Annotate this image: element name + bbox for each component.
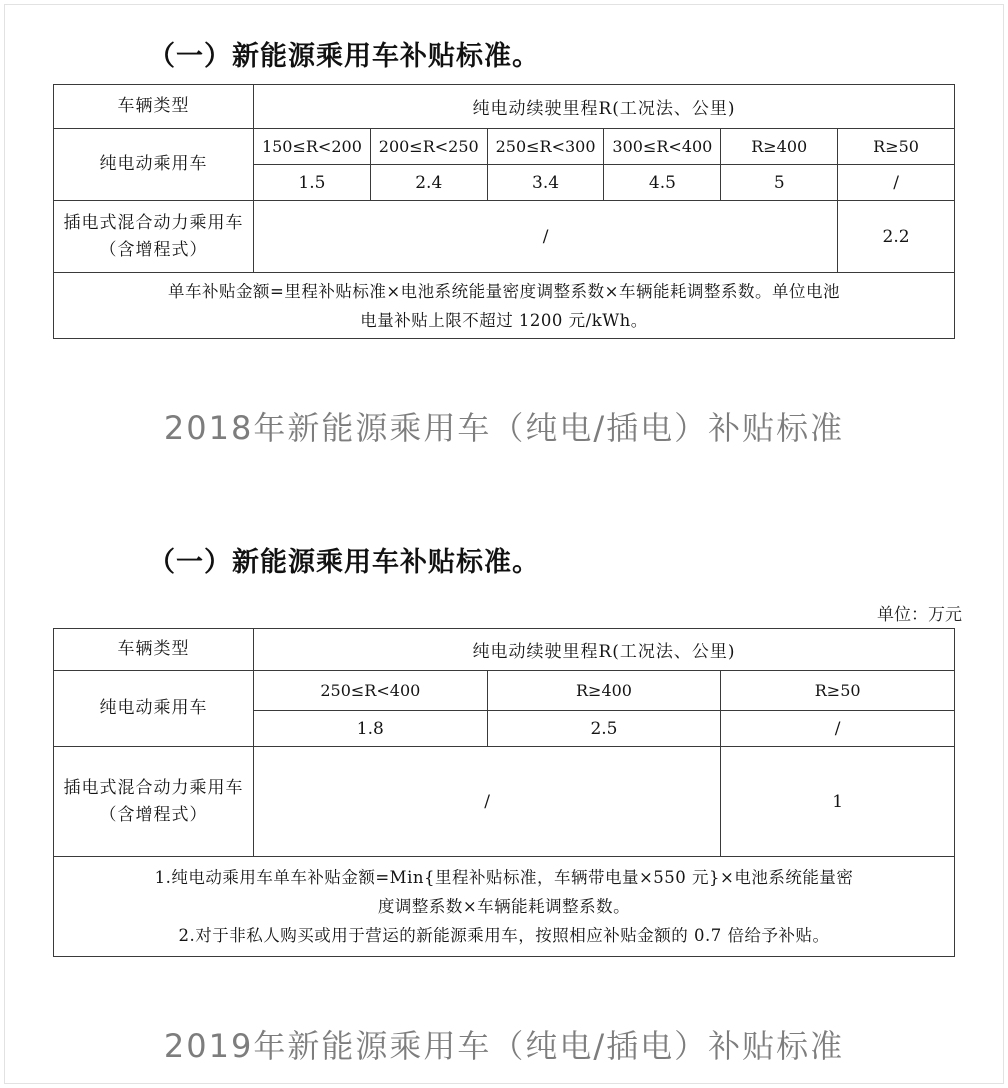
bev-value-1: 1.8 bbox=[254, 711, 488, 747]
note-line: 单车补贴金额=里程补贴标准×电池系统能量密度调整系数×车辆能耗调整系数。单位电池 bbox=[168, 281, 840, 301]
note-line: 2.对于非私人购买或用于营运的新能源乘用车，按照相应补贴金额的 0.7 倍给予补贴。 bbox=[178, 926, 830, 945]
phev-merged-value: / bbox=[254, 201, 838, 273]
note-line: 度调整系数×车辆能耗调整系数。 bbox=[377, 897, 631, 916]
bev-value-4: 4.5 bbox=[604, 165, 721, 201]
section-2019 bbox=[0, 500, 1008, 1067]
table-row bbox=[54, 857, 955, 957]
range-cell-2: R≥400 bbox=[487, 671, 721, 711]
note-line: 1.纯电动乘用车单车补贴金额=Min{里程补贴标准，车辆带电量×550 元}×电池系统能量密 bbox=[154, 868, 854, 887]
caption-2018: 2018年新能源乘用车（纯电/插电）补贴标准 bbox=[163, 409, 845, 447]
caption-2019: 2019年新能源乘用车（纯电/插电）补贴标准 bbox=[163, 1027, 845, 1065]
bev-value-6: / bbox=[838, 165, 955, 201]
bev-value-1: 1.5 bbox=[254, 165, 371, 201]
range-cell-1: 150≤R<200 bbox=[254, 129, 371, 165]
table-row bbox=[54, 629, 955, 671]
table-note-2019 bbox=[54, 857, 955, 957]
header-vehicle-type: 车辆类型 bbox=[54, 85, 254, 129]
table-row bbox=[54, 85, 955, 129]
table-row bbox=[54, 201, 955, 273]
bev-value-5: 5 bbox=[721, 165, 838, 201]
bev-value-2: 2.5 bbox=[487, 711, 721, 747]
table-row bbox=[54, 747, 955, 857]
phev-merged-value: / bbox=[254, 747, 721, 857]
range-cell-1: 250≤R<400 bbox=[254, 671, 488, 711]
table-row bbox=[54, 671, 955, 711]
note-line: 电量补贴上限不超过 1200 元/kWh。 bbox=[360, 310, 648, 330]
range-cell-3: 250≤R<300 bbox=[487, 129, 604, 165]
row-label-phev: 插电式混合动力乘用车（含增程式） bbox=[54, 201, 254, 273]
table-note-2018 bbox=[54, 273, 955, 339]
range-cell-3: R≥50 bbox=[721, 671, 955, 711]
phev-last-value: 1 bbox=[721, 747, 955, 857]
range-cell-6: R≥50 bbox=[838, 129, 955, 165]
section-heading-2019: （一）新能源乘用车补贴标准。 bbox=[148, 547, 540, 578]
row-label-bev: 纯电动乘用车 bbox=[54, 129, 254, 201]
row-label-phev: 插电式混合动力乘用车（含增程式） bbox=[54, 747, 254, 857]
bev-value-3: 3.4 bbox=[487, 165, 604, 201]
phev-last-value: 2.2 bbox=[838, 201, 955, 273]
table-row bbox=[54, 273, 955, 339]
bev-value-2: 2.4 bbox=[370, 165, 487, 201]
unit-note-2019: 单位：万元 bbox=[877, 605, 962, 625]
section-2018 bbox=[0, 0, 1008, 449]
header-range-title: 纯电动续驶里程R(工况法、公里) bbox=[254, 629, 955, 671]
range-cell-2: 200≤R<250 bbox=[370, 129, 487, 165]
subsidy-table-2019 bbox=[53, 628, 955, 957]
bev-value-3: / bbox=[721, 711, 955, 747]
table-row bbox=[54, 129, 955, 165]
row-label-bev: 纯电动乘用车 bbox=[54, 671, 254, 747]
range-cell-4: 300≤R<400 bbox=[604, 129, 721, 165]
range-cell-5: R≥400 bbox=[721, 129, 838, 165]
header-range-title: 纯电动续驶里程R(工况法、公里) bbox=[254, 85, 955, 129]
header-vehicle-type: 车辆类型 bbox=[54, 629, 254, 671]
section-heading-2018: （一）新能源乘用车补贴标准。 bbox=[148, 41, 540, 72]
subsidy-table-2018 bbox=[53, 84, 955, 339]
